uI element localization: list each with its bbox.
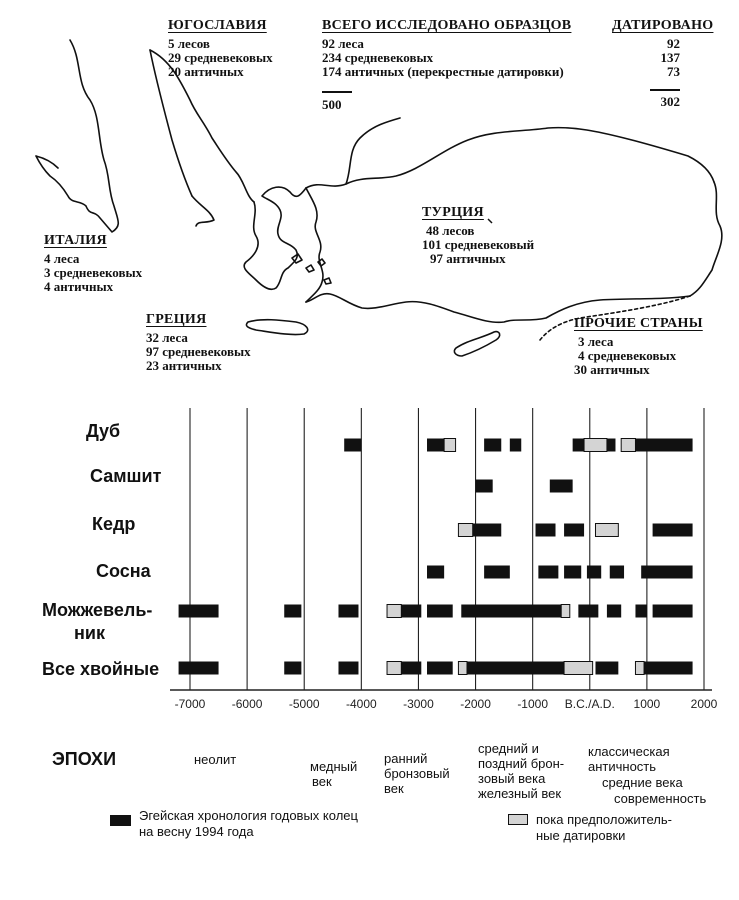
legend-established-label (139, 808, 358, 840)
bar-established (564, 566, 581, 579)
region-italy (44, 233, 142, 294)
bar-tentative (458, 524, 472, 537)
epoch-neolithic: неолит (194, 752, 237, 767)
bar-established (538, 566, 558, 579)
region-line: 97 средневековых (146, 344, 251, 359)
x-tick-label: B.C./A.D. (564, 697, 615, 711)
legend-line: на весну 1994 года (139, 824, 254, 839)
total-sum-rule (322, 91, 352, 93)
bar-established (587, 566, 601, 579)
turkey-east-border (690, 182, 722, 296)
row-label-pine: Сосна (96, 561, 151, 581)
region-turkey (422, 205, 534, 266)
legend-line: пока предположитель- (536, 812, 672, 827)
bar-established (344, 439, 361, 452)
aegean-coast (306, 188, 323, 302)
region-title: ДАТИРОВАНО (612, 18, 714, 33)
region-line: 101 средневековый (422, 237, 535, 252)
legend-line: ные датировки (536, 828, 626, 843)
bar-established (536, 524, 556, 537)
epoch-line: классическая (588, 744, 670, 759)
epoch-line: средний и (478, 741, 539, 756)
region-title: ЮГОСЛАВИЯ (168, 18, 267, 33)
bar-established (284, 605, 301, 618)
epoch-line: античность (588, 759, 657, 774)
row-label-all-conifers: Все хвойные (42, 659, 160, 679)
bar-established (467, 662, 564, 675)
bar-tentative (561, 605, 570, 618)
bar-established (338, 605, 358, 618)
region-line: 92 леса (322, 36, 364, 51)
epoch-line: бронзовый (384, 766, 450, 781)
bar-established (635, 605, 646, 618)
bar-established (427, 566, 444, 579)
region-line: 20 античных (168, 64, 244, 79)
bar-established (610, 566, 624, 579)
region-line: 29 средневековых (168, 50, 273, 65)
bar-established (564, 524, 584, 537)
legend-tentative-label (536, 812, 672, 844)
region-greece (146, 312, 251, 373)
epoch-line: медный (310, 759, 358, 774)
region-line: 4 античных (44, 279, 114, 294)
x-tick-label: -1000 (517, 697, 549, 711)
row-label-juniper-line1: Можжевель- (42, 600, 153, 620)
region-title: ГРЕЦИЯ (146, 312, 207, 327)
region-total (322, 18, 571, 79)
italy-coastline (36, 40, 118, 232)
greece-islands-1 (292, 254, 331, 284)
bar-established (338, 662, 358, 675)
region-line: 4 средневековых (578, 348, 677, 363)
region-line: 3 леса (578, 334, 614, 349)
region-line: 174 античных (перекрестные датировки) (322, 64, 564, 79)
region-line: 30 античных (574, 362, 650, 377)
bar-established (476, 480, 493, 493)
x-tick-label: 1000 (633, 697, 661, 711)
region-line: 3 средневековых (44, 265, 143, 280)
bar-established (510, 439, 521, 452)
epoch-medieval: средние века (602, 775, 683, 790)
bar-established (401, 662, 421, 675)
region-other (574, 316, 703, 377)
bar-established (461, 605, 561, 618)
bar-established (550, 480, 573, 493)
bar-tentative (444, 439, 455, 452)
turkey-north-coast (306, 128, 714, 188)
bar-tentative (621, 439, 635, 452)
region-yugoslavia (168, 18, 273, 79)
x-tick-label: -3000 (403, 697, 434, 711)
region-line: 48 лесов (426, 223, 475, 238)
dated-line: 92 (667, 36, 680, 51)
region-title: ВСЕГО ИССЛЕДОВАНО ОБРАЗЦОВ (322, 18, 572, 33)
bar-established (607, 605, 621, 618)
region-line: 4 леса (44, 251, 80, 266)
region-line: 5 лесов (168, 36, 210, 51)
region-title: ИТАЛИЯ (44, 233, 107, 248)
dated-sum-rule (650, 89, 680, 91)
bar-established (284, 662, 301, 675)
bar-tentative (584, 439, 607, 452)
bar-established (644, 662, 693, 675)
greece-coast (244, 187, 306, 289)
epoch-line: поздний брон- (478, 756, 565, 771)
epoch-line: век (384, 781, 404, 796)
epoch-classical (588, 744, 670, 774)
epoch-line: зовый века (478, 771, 546, 786)
row-label-cedar: Кедр (92, 514, 136, 534)
row-label-juniper-line2: ник (74, 623, 105, 643)
region-line: 32 леса (146, 330, 188, 345)
epoch-line: век (312, 774, 332, 789)
bar-established (641, 566, 692, 579)
bar-established (653, 605, 693, 618)
bar-tentative (387, 605, 401, 618)
bar-established (578, 605, 598, 618)
region-line: 23 античных (146, 358, 222, 373)
legend-tentative-swatch (508, 814, 528, 825)
bar-established (635, 439, 692, 452)
x-tick-label: -7000 (174, 697, 206, 711)
italy-heel (192, 196, 214, 226)
bar-established (653, 524, 693, 537)
region-line: 97 античных (430, 251, 506, 266)
epoch-modern: современность (614, 791, 707, 806)
bar-established (484, 439, 501, 452)
bar-established (427, 662, 453, 675)
x-tick-label: 2000 (690, 697, 718, 711)
blacksea-west (346, 118, 400, 184)
x-tick-label: -6000 (231, 697, 263, 711)
bar-established (473, 524, 502, 537)
total-sum: 500 (322, 97, 342, 112)
bar-established (573, 439, 584, 452)
epoch-middle-late (478, 741, 564, 801)
bar-established (607, 439, 616, 452)
epoch-line: железный век (478, 786, 562, 801)
epoch-early-bronze (384, 751, 450, 796)
x-tick-label: -4000 (345, 697, 377, 711)
bar-tentative (635, 662, 644, 675)
epoch-copper (310, 759, 357, 789)
region-title: ПРОЧИЕ СТРАНЫ (574, 316, 703, 331)
legend-line: Эгейская хронология годовых колец (139, 808, 358, 823)
row-label-oak: Дуб (86, 421, 121, 441)
dated-line: 73 (667, 64, 680, 79)
bar-established (401, 605, 421, 618)
dated-line: 137 (660, 50, 680, 65)
bar-tentative (595, 524, 618, 537)
bar-tentative (387, 662, 401, 675)
legend-established-swatch (110, 815, 131, 826)
bar-tentative (458, 662, 467, 675)
epochs-title: ЭПОХИ (52, 749, 117, 769)
bar-established (484, 566, 510, 579)
bar-established (179, 662, 219, 675)
epoch-line: ранний (384, 751, 428, 766)
bar-established (179, 605, 219, 618)
region-dated (612, 18, 716, 79)
bar-tentative (564, 662, 593, 675)
cyprus (454, 332, 499, 356)
bar-established (427, 439, 444, 452)
x-tick-label: -5000 (288, 697, 320, 711)
bar-established (427, 605, 453, 618)
x-tick-label: -2000 (460, 697, 491, 711)
region-line: 234 средневековых (322, 50, 434, 65)
region-title: ТУРЦИЯ (422, 205, 484, 220)
row-label-boxwood: Самшит (90, 466, 162, 486)
timeline-chart (0, 400, 739, 730)
crete (246, 320, 307, 335)
bar-established (595, 662, 618, 675)
dated-sum: 302 (660, 94, 680, 109)
